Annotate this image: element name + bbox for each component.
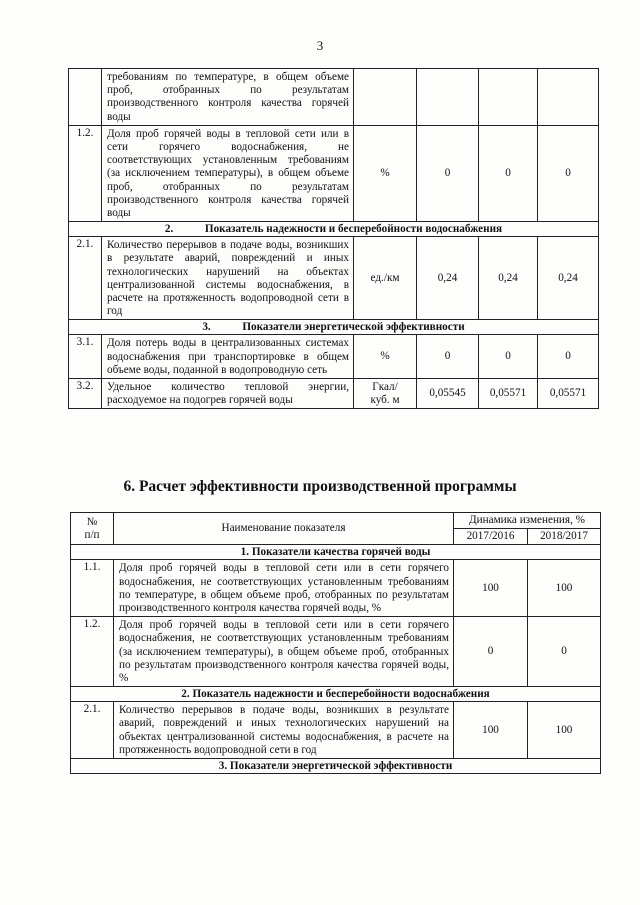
unit-cell <box>354 379 417 409</box>
indicator-text: Удельное количество тепловой энергии, расходуемое на подогрев горячей воды <box>102 379 354 409</box>
section-title: Показатели энергетической эффективности <box>242 320 465 333</box>
value-cell: 0 <box>538 125 599 221</box>
value-cell: 0 <box>528 617 601 687</box>
section-row <box>71 759 601 774</box>
value-cell: 0 <box>479 125 538 221</box>
page-number: 3 <box>316 38 324 53</box>
value-cell: 0,05571 <box>479 379 538 409</box>
indicator-text: Доля потерь воды в централизованных системах водоснабжения при транспортировке в общем объеме воды, поданной в водопроводную сеть <box>102 335 354 379</box>
value-cell: 0 <box>417 335 479 379</box>
section-row <box>71 687 601 702</box>
value-cell: 100 <box>528 702 601 759</box>
table-row <box>71 560 601 617</box>
section-title: 3. Показатели энергетической эффективности <box>71 759 601 774</box>
section-row <box>69 222 599 237</box>
table-row <box>69 237 599 320</box>
value-cell: 0 <box>417 125 479 221</box>
indicator-text: Доля проб горячей воды в тепловой сети или в сети горячего водоснабжения, не соответствующих установленным требованиям (за исключением температуры), в общем объеме проб, отобранных по результатам производственного контроля качества горячей воды <box>102 125 354 221</box>
row-index: 3.1. <box>69 335 102 379</box>
header-row <box>71 513 601 529</box>
value-cell: 0 <box>538 335 599 379</box>
dynamics-header: Динамика изменения, % <box>454 513 601 529</box>
row-index: 1.2. <box>69 125 102 221</box>
indicator-text: Доля проб горячей воды в тепловой сети или в сети горячего водоснабжения, не соответствующих установленным требованиям по температуре, в общем объеме проб, отобранных по результатам производственного контроля качества горячей воды, % <box>114 560 454 617</box>
table-row <box>71 617 601 687</box>
row-index: 2.1. <box>69 237 102 320</box>
indicator-text: Доля проб горячей воды в тепловой сети или в сети горячего водоснабжения, не соответствующих установленным требованиям (за исключением температуры), в общем объеме проб, отобранных по результатам производственного контроля качества горячей воды, % <box>114 617 454 687</box>
value-cell: 0,24 <box>479 237 538 320</box>
unit-cell: % <box>354 335 417 379</box>
indicator-text: Количество перерывов в подаче воды, возникших в результате аварий, повреждений и иных технологических нарушений на объектах централизованной системы водоснабжения, в расчете на протяженность водопроводной сети в год <box>114 702 454 759</box>
table-row <box>71 702 601 759</box>
value-cell: 100 <box>528 560 601 617</box>
row-index: 2.1. <box>71 702 114 759</box>
value-cell: 100 <box>454 560 528 617</box>
number-header: № п/п <box>71 513 114 545</box>
row-index: 3.2. <box>69 379 102 409</box>
efficiency-table <box>70 512 601 774</box>
value-cell: 0,24 <box>417 237 479 320</box>
value-cell: 0 <box>454 617 528 687</box>
value-cell: 0,05571 <box>538 379 599 409</box>
value-cell: 100 <box>454 702 528 759</box>
section-title: 2. Показатель надежности и бесперебойности водоснабжения <box>71 687 601 702</box>
section-number: 3. <box>202 320 211 333</box>
year-header: 2017/2016 <box>454 529 528 545</box>
table-row <box>69 379 599 409</box>
row-index: 1.2. <box>71 617 114 687</box>
section-title: 1. Показатели качества горячей воды <box>71 545 601 560</box>
value-cell: 0,05545 <box>417 379 479 409</box>
unit-line: куб. м <box>370 393 400 406</box>
indicator-text: Количество перерывов в подаче воды, возникших в результате аварий, повреждений и иных технологических нарушений на объектах централизованной системы водоснабжения, в расчете на протяженность водопроводной сети в год <box>102 237 354 320</box>
indicators-table <box>68 68 599 409</box>
year-header: 2018/2017 <box>528 529 601 545</box>
section-title: Показатель надежности и бесперебойности водоснабжения <box>204 222 503 235</box>
table-row <box>69 69 599 126</box>
section-heading: 6. Расчет эффективности производственной программы <box>123 478 517 495</box>
unit-cell: % <box>354 125 417 221</box>
unit-cell: ед./км <box>354 237 417 320</box>
section-row <box>71 545 601 560</box>
row-index: 1.1. <box>71 560 114 617</box>
value-cell: 0 <box>479 335 538 379</box>
value-cell: 0,24 <box>538 237 599 320</box>
section-number: 2. <box>164 222 174 235</box>
section-row <box>69 320 599 335</box>
indicator-text: требованиям по температуре, в общем объеме проб, отобранных по результатам производственного контроля качества горячей воды <box>102 69 354 126</box>
table-row <box>69 335 599 379</box>
table-row <box>69 125 599 221</box>
name-header: Наименование показателя <box>114 513 454 545</box>
unit-line: Гкал/ <box>372 380 398 393</box>
